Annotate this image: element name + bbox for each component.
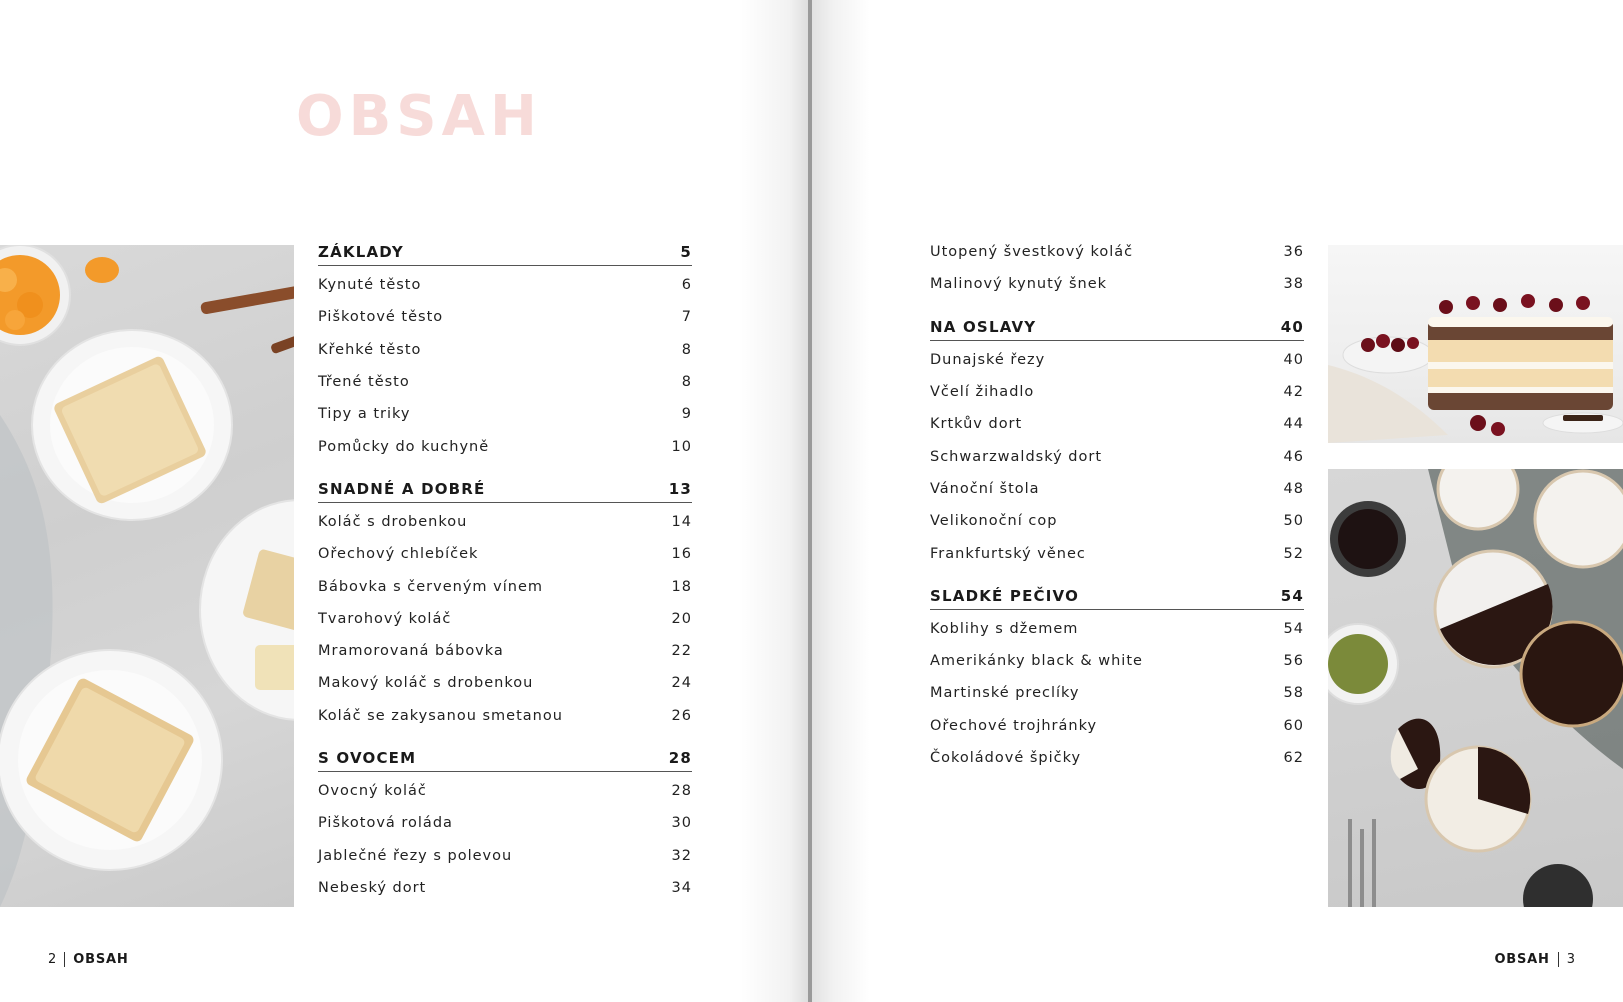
book-spine: [808, 0, 812, 1002]
toc-entry-title: Velikonoční cop: [930, 513, 1058, 530]
toc-entry-page: 22: [671, 643, 692, 660]
footer-label: OBSAH: [1494, 952, 1550, 967]
toc-entry: [318, 366, 692, 398]
section-heading-page: 40: [1280, 317, 1304, 336]
toc-entry: [318, 635, 692, 667]
toc-entry-page: 56: [1283, 653, 1304, 670]
toc-entry: [318, 807, 692, 839]
toc-section: [318, 742, 692, 904]
section-heading-title: ZÁKLADY: [318, 243, 404, 261]
toc-entry-title: Ovocný koláč: [318, 783, 427, 799]
toc-entry-page: 52: [1283, 545, 1304, 562]
cake-illustration: [1328, 245, 1623, 443]
toc-entry-title: Piškotová roláda: [318, 815, 453, 832]
toc-entry-title: Jablečné řezy s polevou: [318, 847, 513, 864]
toc-section-heading: [930, 580, 1304, 610]
footer-page-number: 2: [48, 952, 57, 967]
toc-entry-page: 7: [681, 309, 692, 326]
toc-entry-title: Pomůcky do kuchyně: [318, 438, 490, 455]
toc-entry: [318, 603, 692, 635]
toc-continued: [930, 236, 1304, 301]
toc-entry-page: 9: [681, 406, 692, 423]
toc-entry: [930, 710, 1304, 742]
section-heading-page: 5: [680, 243, 692, 261]
toc-entry-title: Dunajské řezy: [930, 351, 1046, 368]
section-heading-title: S OVOCEM: [318, 748, 417, 767]
toc-entry-page: 54: [1283, 620, 1304, 637]
toc-entry: [930, 677, 1304, 709]
section-heading-page: 54: [1280, 586, 1304, 605]
toc-entry-title: Nebeský dort: [318, 879, 427, 896]
toc-section-heading: [318, 473, 692, 503]
toc-entry-title: Tipy a triky: [318, 406, 411, 423]
section-heading-title: SLADKÉ PEČIVO: [930, 586, 1080, 605]
toc-entry: [930, 473, 1304, 505]
toc-entry: [318, 538, 692, 570]
toc-section: [930, 311, 1304, 570]
toc-entry-page: 20: [671, 610, 692, 627]
toc-entry-title: Ořechový chlebíček: [318, 546, 479, 563]
page-title: OBSAH: [296, 84, 542, 149]
footer-left: [48, 952, 129, 967]
footer-right: [1494, 952, 1575, 967]
toc-entry: [930, 408, 1304, 440]
toc-entry-title: Mramorovaná bábovka: [318, 643, 504, 660]
toc-entry: [318, 301, 692, 333]
gutter-shadow-right: [810, 0, 870, 1002]
toc-entry-title: Vánoční štola: [930, 480, 1040, 497]
toc-entry-title: Křehké těsto: [318, 341, 422, 358]
toc-entry-page: 6: [681, 277, 692, 294]
toc-section: [930, 580, 1304, 774]
toc-entry: [318, 506, 692, 538]
toc-entry: [318, 700, 692, 732]
toc-entry-title: Čokoládové špičky: [930, 750, 1082, 766]
toc-entry-title: Tvarohový koláč: [318, 610, 452, 627]
toc-entry-page: 18: [671, 578, 692, 595]
toc-section-heading: [930, 311, 1304, 341]
cookies-illustration: [1328, 469, 1623, 907]
toc-entry-title: Bábovka s červeným vínem: [318, 578, 543, 595]
toc-entry-page: 26: [671, 707, 692, 724]
footer-page-number: 3: [1566, 952, 1575, 967]
toc-entry-title: Kynuté těsto: [318, 277, 422, 294]
toc-entry-title: Amerikánky black & white: [930, 653, 1143, 670]
toc-entry-page: 10: [671, 438, 692, 455]
toc-entry-title: Koblihy s džemem: [930, 620, 1079, 637]
toc-entry: [318, 334, 692, 366]
toc-entry: [930, 268, 1304, 300]
toc-entry: [930, 613, 1304, 645]
gutter-shadow-left: [740, 0, 810, 1002]
toc-entry-page: 28: [671, 783, 692, 799]
toc-left: [318, 236, 692, 904]
footer-separator: [64, 952, 65, 967]
toc-entry-page: 32: [671, 847, 692, 864]
toc-entry: [318, 775, 692, 807]
section-heading-title: NA OSLAVY: [930, 317, 1037, 336]
toc-entry-title: Třené těsto: [318, 374, 410, 391]
toc-entry-title: Piškotové těsto: [318, 309, 444, 326]
toc-entry-title: Frankfurtský věnec: [930, 545, 1086, 562]
toc-entry: [318, 667, 692, 699]
toc-section: [318, 236, 692, 463]
toc-entry-page: 48: [1283, 480, 1304, 497]
toc-entry: [930, 505, 1304, 537]
toc-entry-page: 24: [671, 675, 692, 692]
toc-entry-page: 8: [681, 374, 692, 391]
toc-entry: [318, 430, 692, 462]
toc-right: [930, 236, 1304, 774]
toc-entry-page: 14: [671, 513, 692, 530]
toc-entry-title: Martinské preclíky: [930, 685, 1080, 702]
section-heading-page: 13: [668, 479, 692, 498]
photo-black-forest-cake: [1328, 245, 1623, 443]
toc-entry-title: Krtkův dort: [930, 416, 1023, 433]
toc-entry-page: 58: [1283, 685, 1304, 702]
toc-entry: [318, 872, 692, 904]
toc-entry-title: Utopený švestkový koláč: [930, 244, 1134, 261]
toc-entry: [318, 269, 692, 301]
toc-entry: [318, 570, 692, 602]
toc-entry-page: 30: [671, 815, 692, 832]
photo-black-white-cookies: [1328, 469, 1623, 907]
toc-entry-page: 50: [1283, 513, 1304, 530]
cheesecake-illustration: [0, 245, 294, 907]
toc-section: [318, 473, 692, 732]
toc-entry-title: Makový koláč s drobenkou: [318, 675, 534, 692]
toc-entry-page: 16: [671, 546, 692, 563]
toc-entry: [930, 344, 1304, 376]
toc-entry-page: 62: [1283, 750, 1304, 766]
toc-entry-title: Včelí žihadlo: [930, 384, 1035, 401]
toc-section-heading: [318, 236, 692, 266]
toc-entry-title: Koláč s drobenkou: [318, 513, 468, 530]
toc-section-heading: [318, 742, 692, 772]
photo-cheesecake-plates: [0, 245, 294, 907]
section-heading-page: 28: [668, 748, 692, 767]
left-page: [0, 0, 810, 1002]
toc-entry: [930, 537, 1304, 569]
toc-entry: [930, 645, 1304, 677]
toc-entry: [318, 398, 692, 430]
toc-entry-page: 36: [1283, 244, 1304, 261]
toc-entry: [930, 236, 1304, 268]
toc-entry-page: 34: [671, 879, 692, 896]
toc-entry: [318, 839, 692, 871]
toc-entry-title: Ořechové trojhránky: [930, 717, 1098, 734]
section-heading-title: SNADNÉ A DOBRÉ: [318, 479, 486, 498]
footer-separator: [1558, 952, 1559, 967]
toc-entry-title: Koláč se zakysanou smetanou: [318, 707, 563, 724]
toc-entry-page: 44: [1283, 416, 1304, 433]
toc-entry-page: 42: [1283, 384, 1304, 401]
toc-entry-page: 60: [1283, 717, 1304, 734]
toc-entry-page: 8: [681, 341, 692, 358]
right-page: [810, 0, 1623, 1002]
toc-entry: [930, 440, 1304, 472]
toc-entry-page: 40: [1283, 351, 1304, 368]
footer-label: OBSAH: [73, 952, 129, 967]
toc-entry-page: 38: [1283, 276, 1304, 293]
toc-entry-title: Schwarzwaldský dort: [930, 448, 1103, 465]
toc-entry-title: Malinový kynutý šnek: [930, 276, 1108, 293]
toc-entry-page: 46: [1283, 448, 1304, 465]
toc-entry: [930, 376, 1304, 408]
toc-entry: [930, 742, 1304, 774]
